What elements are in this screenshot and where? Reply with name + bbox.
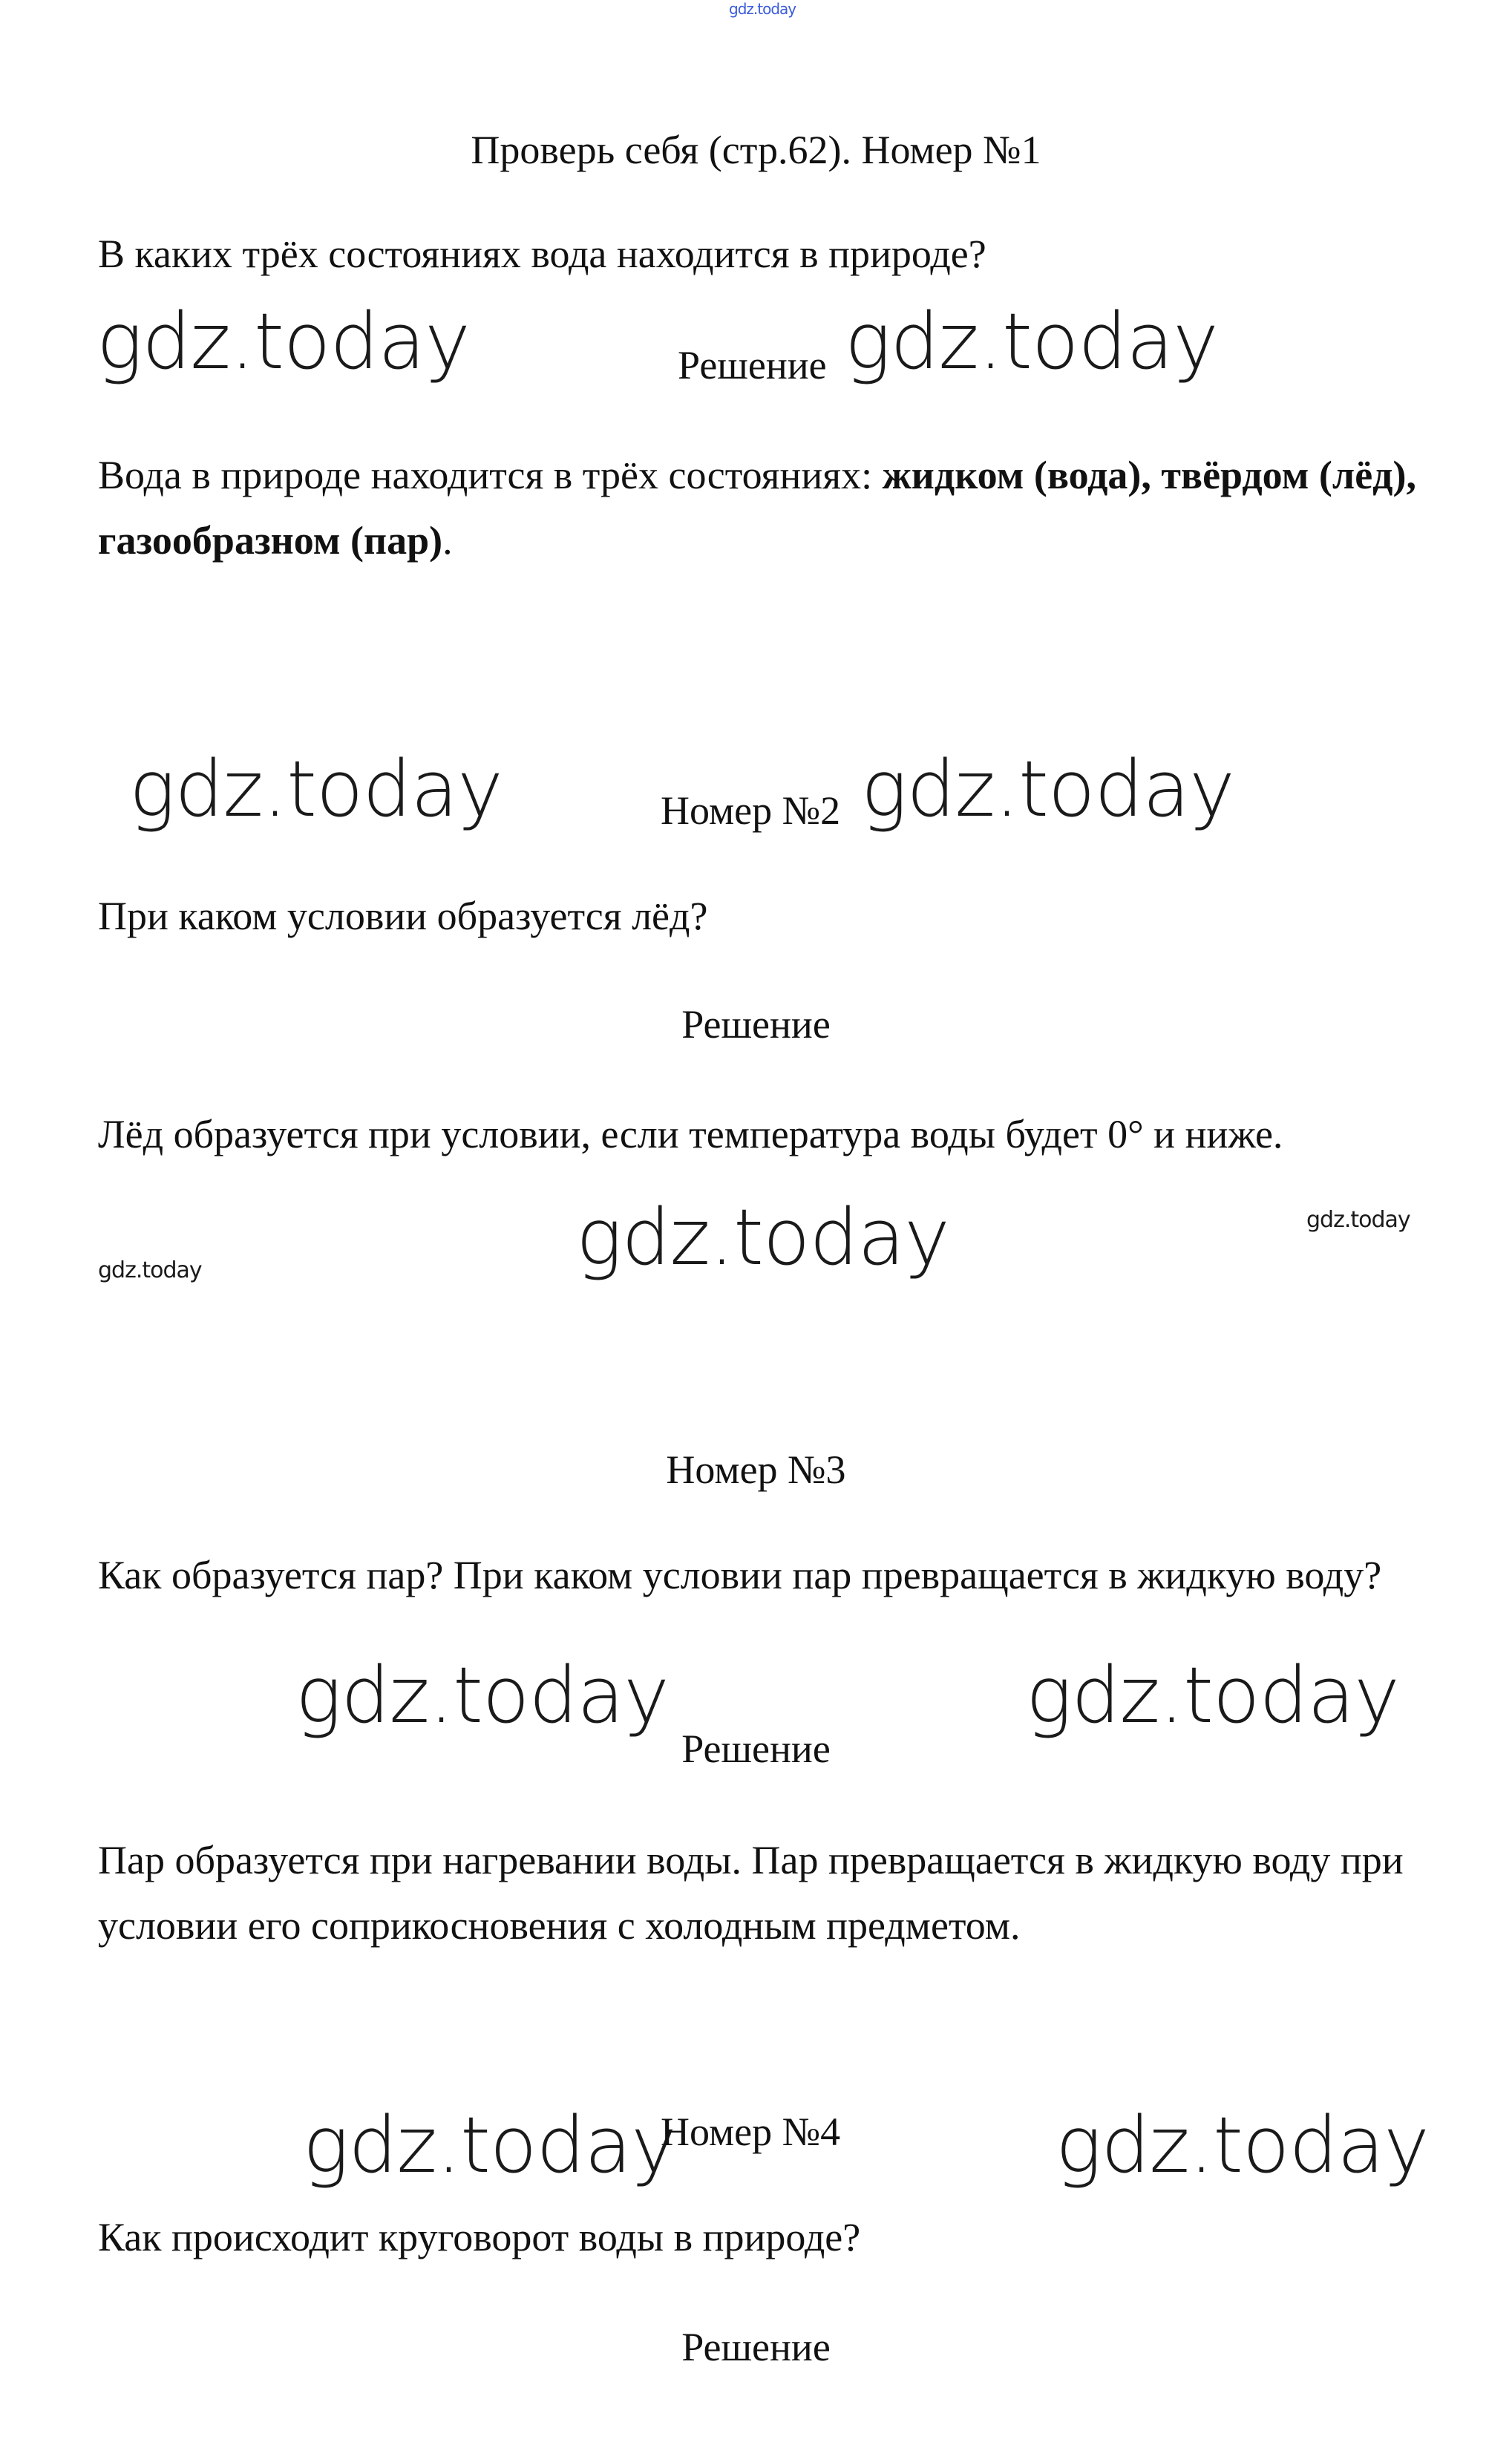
answer-1-end: .	[442, 518, 453, 563]
answer-1-text: Вода в природе находится в трёх состояниях:	[98, 453, 883, 497]
header-watermark: gdz.today	[729, 0, 796, 18]
section-1-question: В каких трёх состояниях вода находится в природе?	[98, 232, 986, 276]
watermark-11: gdz.today	[1056, 2100, 1429, 2190]
section-3-solution-label: Решение	[681, 1727, 831, 1771]
watermark-8: gdz.today	[295, 1650, 669, 1741]
section-2-title: Номер №2	[661, 788, 841, 833]
section-2-answer: Лёд образуется при условии, если температура воды будет 0° и ниже.	[98, 1112, 1283, 1156]
section-1-answer	[98, 442, 1419, 573]
section-2-question: При каком условии образуется лёд?	[98, 894, 708, 938]
watermark-1: gdz.today	[96, 296, 470, 387]
watermark-3: gdz.today	[129, 744, 503, 834]
section-3-answer: Пар образуется при нагревании воды. Пар превращается в жидкую воду при условии его соприкосновения с холодным предметом.	[98, 1838, 1404, 1948]
section-1-solution-label: Решение	[678, 343, 827, 387]
section-3-question: Как образуется пар? При каком условии пар превращается в жидкую воду?	[98, 1553, 1382, 1597]
section-4-title: Номер №4	[661, 2110, 841, 2154]
watermark-2: gdz.today	[845, 296, 1218, 387]
watermark-10: gdz.today	[303, 2100, 676, 2190]
watermark-6: gdz.today	[1306, 1207, 1410, 1233]
section-3-title: Номер №3	[666, 1447, 846, 1492]
section-1-title: Проверь себя (стр.62). Номер №1	[471, 128, 1041, 172]
watermark-7: gdz.today	[98, 1257, 202, 1283]
watermark-4: gdz.today	[861, 744, 1234, 834]
section-4-question: Как происходит круговорот воды в природе?	[98, 2215, 861, 2259]
answer-1-bold: жидком (вода), твёрдом (лёд), газообразном (пар)	[98, 453, 1416, 563]
watermark-5: gdz.today	[576, 1192, 949, 1283]
watermark-9: gdz.today	[1026, 1650, 1399, 1741]
section-4-solution-label: Решение	[681, 2325, 831, 2369]
section-2-solution-label: Решение	[681, 1002, 831, 1047]
